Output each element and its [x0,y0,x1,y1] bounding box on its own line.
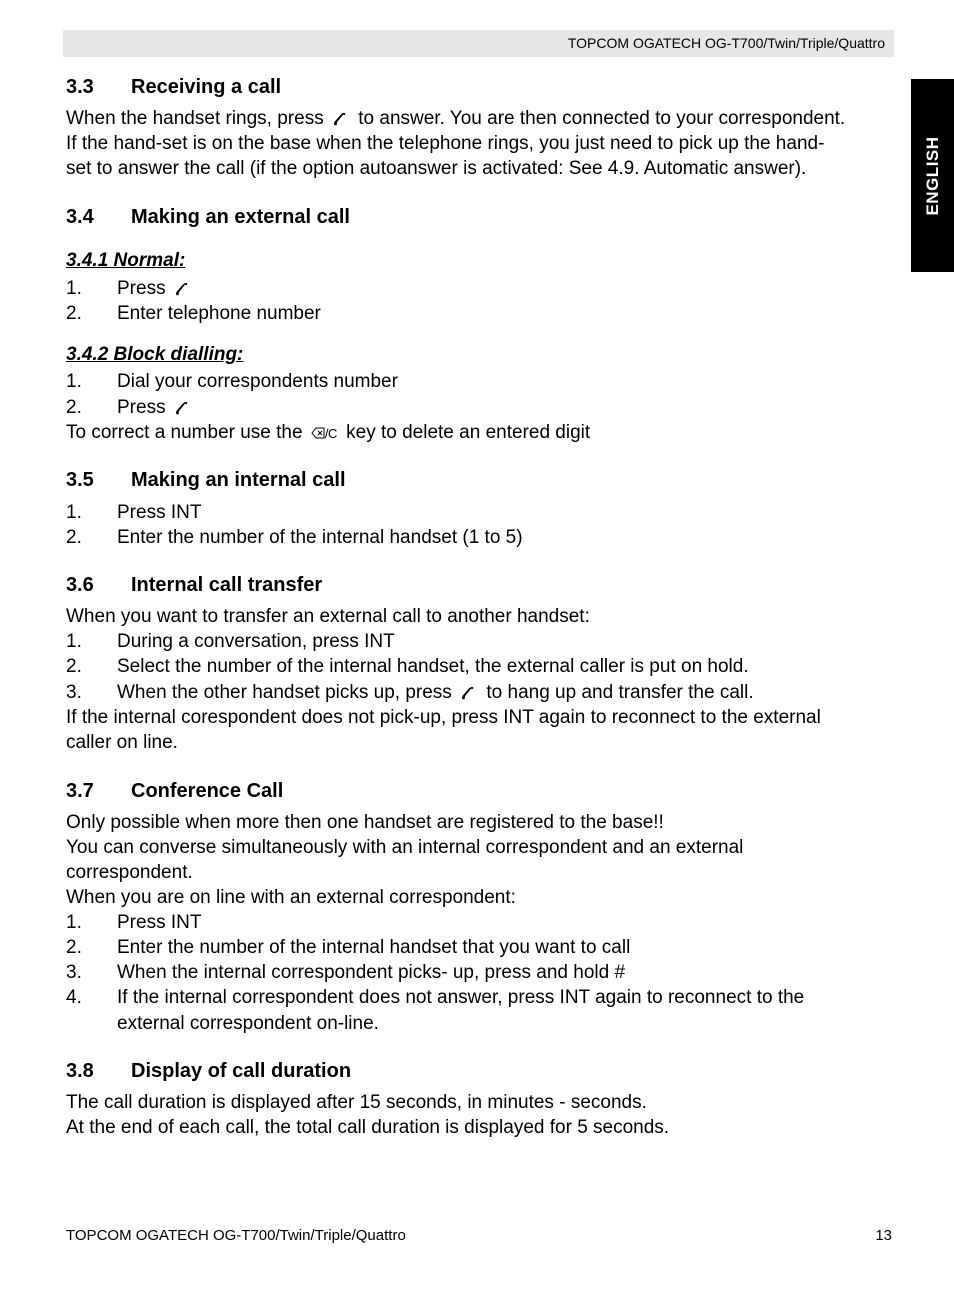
phone-handset-icon [173,280,191,298]
section-number: 3.5 [66,469,94,491]
section-heading-3-6 [66,573,322,598]
paragraph: caller on line. [66,732,178,753]
list-number: 2. [66,937,82,958]
section-heading-3-7 [66,779,283,804]
section-number: 3.8 [66,1060,94,1082]
section-number: 3.6 [66,574,94,596]
paragraph: If the internal corespondent does not pick-up, press INT again to reconnect to the external [66,707,821,728]
list-item [66,985,804,1010]
section-title: Internal call transfer [131,574,323,596]
list-text: During a conversation, press INT [117,631,395,652]
list-number: 1. [66,278,82,299]
paragraph: correspondent. [66,862,193,883]
list-number: 3. [66,962,82,983]
language-tab [911,79,954,272]
text: to answer. You are then connected to your correspondent. [358,108,846,129]
paragraph: If the hand-set is on the base when the telephone rings, you just need to pick up the hand- [66,133,825,154]
section-number: 3.7 [66,780,94,802]
list-item [66,910,201,935]
list-number: 2. [66,527,82,548]
list-text: Enter the number of the internal handset (1 to 5) [117,527,523,548]
list-item [66,654,749,679]
list-text: Dial your correspondents number [117,371,398,392]
list-item [66,960,625,985]
list-item [66,629,395,654]
language-tab-label: ENGLISH [922,135,942,216]
list-item [66,500,201,525]
subsection-heading: 3.4.2 Block dialling: [66,344,244,365]
section-title: Making an external call [131,206,350,228]
list-number: 1. [66,502,82,523]
paragraph: At the end of each call, the total call duration is displayed for 5 seconds. [66,1117,670,1138]
list-item [66,301,321,326]
section-title: Display of call duration [131,1060,352,1082]
list-item [66,525,523,550]
list-text: Press [117,397,166,418]
list-text: to hang up and transfer the call. [486,682,754,703]
list-number: 1. [66,631,82,652]
text: key to delete an entered digit [346,422,591,443]
list-item [66,395,195,420]
text: When the handset rings, press [66,108,324,129]
section-title: Receiving a call [131,76,282,98]
list-number: 2. [66,303,82,324]
paragraph [66,420,590,446]
list-text: Press INT [117,912,202,933]
list-number: 2. [66,656,82,677]
section-title: Conference Call [131,780,284,802]
list-text: Enter telephone number [117,303,321,324]
list-text: Press INT [117,502,202,523]
phone-handset-icon [173,399,191,417]
list-text: When the other handset picks up, press [117,682,452,703]
paragraph: When you are on line with an external correspondent: [66,887,516,908]
list-text: Select the number of the internal handset, the external caller is put on hold. [117,656,749,677]
section-number: 3.4 [66,206,94,228]
phone-handset-icon [331,110,349,128]
subsection-heading: 3.4.1 Normal: [66,250,186,271]
paragraph: set to answer the call (if the option autoanswer is activated: See 4.9. Automatic answer). [66,158,807,179]
paragraph: You can converse simultaneously with an internal correspondent and an external [66,837,744,858]
list-number: 4. [66,987,82,1008]
list-text: When the internal correspondent picks- up, press and hold # [117,962,626,983]
clear-key-label: /C [324,426,337,441]
list-item-continuation: external correspondent on-line. [117,1013,379,1034]
phone-handset-icon [459,684,477,702]
list-item [66,369,398,394]
clear-key-icon [311,421,337,446]
list-number: 1. [66,371,82,392]
section-heading-3-4 [66,205,350,230]
section-heading-3-3 [66,75,281,100]
footer-title: TOPCOM OGATECH OG-T700/Twin/Triple/Quattro [66,1227,406,1244]
list-text: If the internal correspondent does not answer, press INT again to reconnect to the [117,987,805,1008]
paragraph [66,106,845,131]
list-item [66,935,630,960]
section-title: Making an internal call [131,469,346,491]
text: To correct a number use the [66,422,303,443]
list-item [66,680,754,705]
running-header [63,30,894,57]
list-text: Enter the number of the internal handset that you want to call [117,937,631,958]
section-number: 3.3 [66,76,94,98]
list-number: 1. [66,912,82,933]
list-text: Press [117,278,166,299]
page-number: 13 [875,1227,892,1244]
list-item [66,276,195,301]
paragraph: Only possible when more then one handset are registered to the base!! [66,812,664,833]
list-number: 3. [66,682,82,703]
section-heading-3-5 [66,468,346,493]
paragraph: The call duration is displayed after 15 seconds, in minutes - seconds. [66,1092,647,1113]
paragraph: When you want to transfer an external call to another handset: [66,606,590,627]
list-number: 2. [66,397,82,418]
header-title: TOPCOM OGATECH OG-T700/Twin/Triple/Quattro [567,35,885,51]
section-heading-3-8 [66,1059,351,1084]
